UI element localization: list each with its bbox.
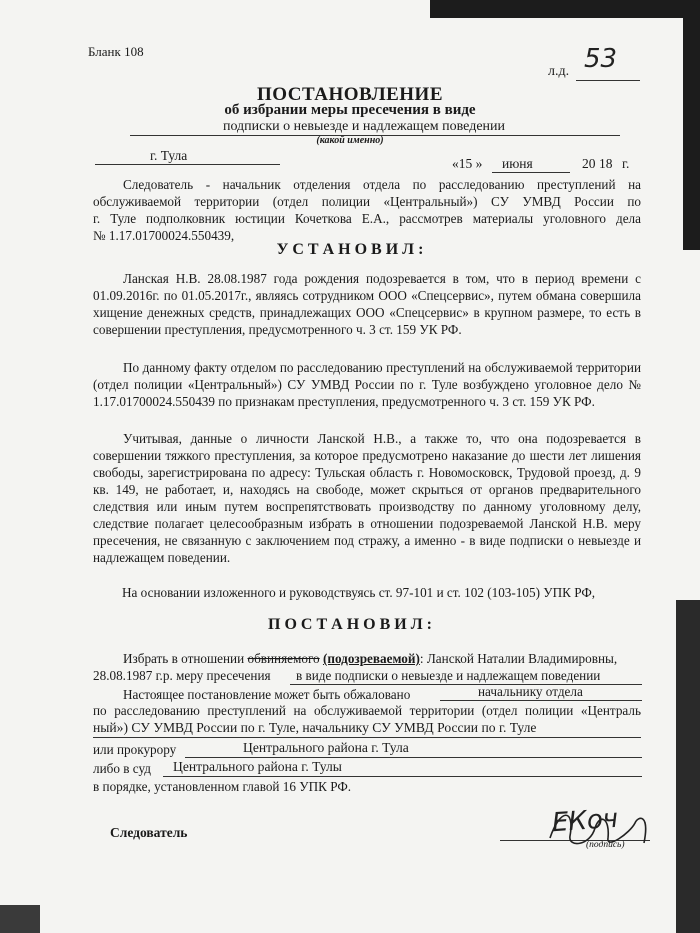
struck-accused: обвиняемого: [247, 651, 320, 666]
appeal-line-2: по расследованию преступлений на обслуживаемой территории (отдел полиции «Централь: [93, 703, 641, 718]
intro-line-1: Следователь - начальник отделения отдела по расследованию преступлений на: [123, 177, 641, 192]
court-value: Центрального района г. Тулы: [173, 759, 342, 774]
date-month: июня: [502, 156, 533, 171]
signature-mark: ЕКоч: [551, 803, 620, 839]
prosecutor-label: или прокурору: [93, 742, 177, 757]
court-label: либо в суд: [93, 761, 151, 776]
date-month-line: [492, 172, 570, 173]
appeal-value: начальнику отдела: [478, 684, 583, 699]
appeal-line-3: ный») СУ УМВД России по г. Туле, начальнику СУ УМВД России по г. Туле: [93, 720, 537, 735]
established-heading: У С Т А Н О В И Л :: [276, 241, 424, 258]
legal-basis: На основании изложенного и руководствуясь ст. 97-101 и ст. 102 (103-105) УПК РФ,: [122, 585, 596, 600]
form-number: Бланк 108: [88, 44, 144, 59]
case-page-number: 53: [584, 44, 618, 74]
case-page-label: л.д.: [548, 64, 570, 79]
date-year: 18: [599, 156, 613, 171]
suspect-name: : Ланской Наталии Владимировны,: [419, 651, 618, 666]
signature-role: Следователь: [110, 825, 188, 840]
paragraph-1: Ланская Н.В. 28.08.1987 года рождения подозревается в том, что в период времени с 01.09.2016г. по 01.05.2017г., являясь сотрудником ООО «Спецсервис», путем обмана совершила хищение денежных средств, принадлежащих ООО «Спецсервис» в крупном размере, то есть в совершении преступления, предусмотренного ч. 3 ст. 159 УК РФ.: [93, 271, 641, 337]
decision-start: Избрать в отношении: [123, 651, 245, 666]
case-page-line: [576, 80, 640, 81]
paragraph-2: По данному факту отделом по расследованию преступлений на обслуживаемой территории (отдел полиции «Центральный») СУ УМВД России по г. Туле возбуждено уголовное дело № 1.17.01700024.550439 по признакам преступления, предусмотренного ч. 3 ст. 159 УК РФ.: [93, 360, 641, 409]
intro-line-4: № 1.17.01700024.550439,: [93, 228, 235, 243]
scan-edge-bottom-right: [676, 600, 700, 933]
intro-line-3: г. Туле подполковник юстиции Кочеткова Е.А., рассмотрев материалы уголовного дела: [93, 211, 641, 226]
appeal-value-line: [440, 700, 642, 701]
appeal-line-3-rule: [93, 737, 641, 738]
appeal-order: в порядке, установленном главой 16 УПК РФ.: [93, 779, 352, 794]
signature-hint: (подпись): [586, 840, 625, 850]
signature-scribble: [540, 798, 660, 858]
decided-heading: П О С Т А Н О В И Л :: [268, 616, 432, 633]
date-year-prefix: 20: [582, 156, 596, 171]
measure-value: подписки о невыезде и надлежащем поведении: [222, 119, 506, 134]
measure-restated-line: [290, 684, 642, 685]
appeal-start: Настоящее постановление может быть обжаловано: [123, 687, 411, 702]
document-subtitle: об избрании меры пресечения в виде: [224, 102, 476, 118]
paragraph-3: Учитывая, данные о личности Ланской Н.В., а также то, что она подозревается в совершении тяжкого преступления, за которое предусмотрено наказание до шести лет лишения свободы, зарегистрирована по адресу: Тульская область г. Новомосковск, Трудовой проезд, д. 9 кв. 149, не работает, и, находясь на свободе, может скрыться от органов предварительного следствия или иным путем воспрепятствовать производству по данному уголовному делу, следствие полагает целесообразным избрать в отношении подозреваемой Ланской Н.В. меру пресечения, не связанную с заключением под стражу, а именно - в виде подписки о невыезде и надлежащем поведении.: [93, 431, 641, 565]
measure-hint: (какой именно): [316, 135, 384, 146]
date-suffix: г.: [622, 156, 630, 171]
scan-edge-top-right: [430, 0, 700, 18]
document-title: ПОСТАНОВЛЕНИЕ: [256, 84, 444, 105]
decision-line-1: [123, 651, 617, 667]
court-line: [163, 776, 642, 777]
scan-edge-left-mark: [0, 905, 40, 933]
prosecutor-value: Центрального района г. Тула: [243, 740, 409, 755]
date-day: «15 »: [452, 156, 483, 171]
city-line: [95, 164, 280, 165]
suspect-word: (подозреваемой): [322, 651, 420, 666]
city: г. Тула: [150, 148, 188, 163]
intro-line-2: обслуживаемой территории (отдел полиции «Центральный») СУ УМВД России по: [93, 194, 641, 209]
decision-line-2-start: 28.08.1987 г.р. меру пресечения: [93, 668, 271, 683]
prosecutor-line: [185, 757, 642, 758]
measure-restated: в виде подписки о невыезде и надлежащем поведении: [296, 668, 601, 683]
